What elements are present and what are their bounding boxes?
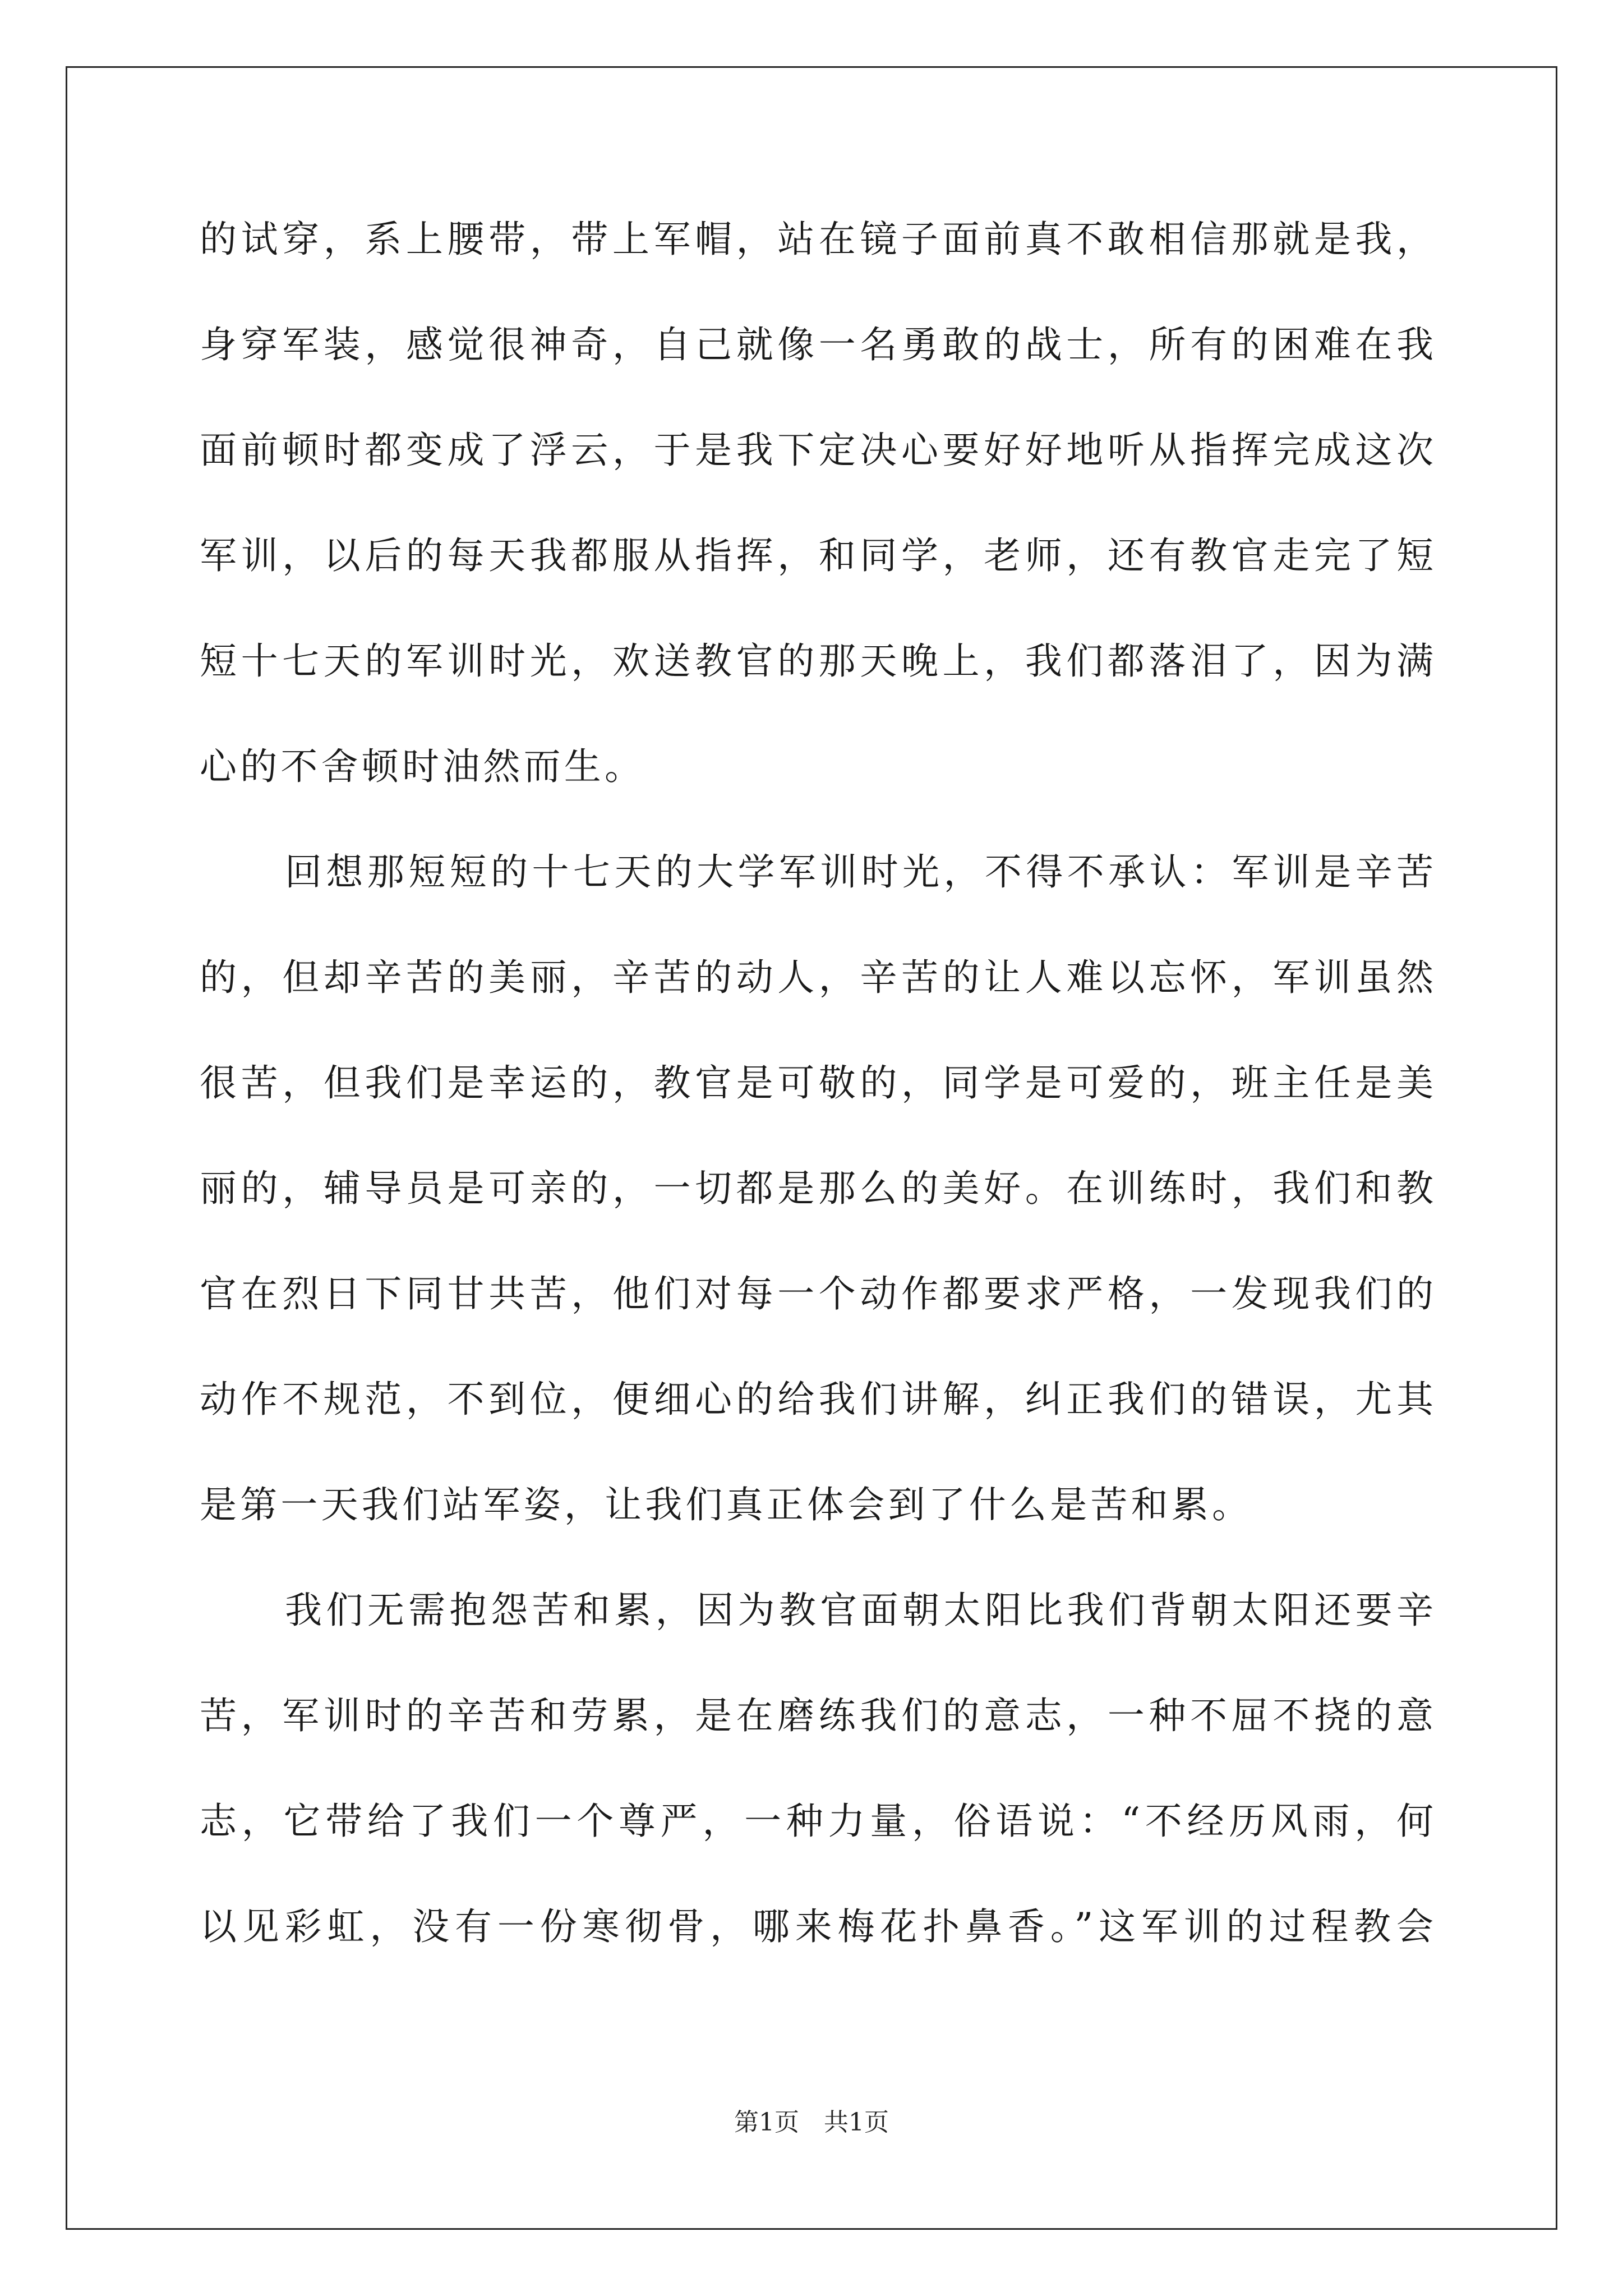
text-line: 丽的，辅导员是可亲的，一切都是那么的美好。在训练时，我们和教 xyxy=(200,1167,1433,1210)
text-line: 面前顿时都变成了浮云，于是我下定决心要好好地听从指挥完成这次 xyxy=(200,429,1433,472)
text-line: 回想那短短的十七天的大学军训时光，不得不承认：军训是辛苦 xyxy=(285,850,1433,894)
text-line: 以见彩虹，没有一份寒彻骨，哪来梅花扑鼻香。”这军训的过程教会 xyxy=(200,1905,1433,1948)
page-footer: 第1页 共1页 xyxy=(734,2108,889,2137)
text-line: 的，但却辛苦的美丽，辛苦的动人，辛苦的让人难以忘怀，军训虽然 xyxy=(200,956,1433,999)
body-text xyxy=(200,209,1433,2001)
text-line: 我们无需抱怨苦和累，因为教官面朝太阳比我们背朝太阳还要辛 xyxy=(285,1589,1433,1632)
text-line: 是第一天我们站军姿，让我们真正体会到了什么是苦和累。 xyxy=(200,1483,1253,1526)
text-line: 苦，军训时的辛苦和劳累，是在磨练我们的意志，一种不屈不挠的意 xyxy=(200,1694,1433,1737)
text-line: 短十七天的军训时光，欢送教官的那天晚上，我们都落泪了，因为满 xyxy=(200,639,1433,683)
text-line: 心的不舍顿时油然而生。 xyxy=(200,745,645,788)
text-line: 官在烈日下同甘共苦，他们对每一个动作都要求严格，一发现我们的 xyxy=(200,1272,1433,1315)
text-line: 身穿军装，感觉很神奇，自己就像一名勇敢的战士，所有的困难在我 xyxy=(200,323,1433,366)
text-line: 很苦，但我们是幸运的，教官是可敬的，同学是可爱的，班主任是美 xyxy=(200,1061,1433,1105)
text-line: 动作不规范，不到位，便细心的给我们讲解，纠正我们的错误，尤其 xyxy=(200,1378,1433,1421)
text-line: 志，它带给了我们一个尊严，一种力量，俗语说：“不经历风雨，何 xyxy=(200,1800,1433,1843)
text-line: 的试穿，系上腰带，带上军帽，站在镜子面前真不敢相信那就是我， xyxy=(200,218,1433,261)
text-line: 军训，以后的每天我都服从指挥，和同学，老师，还有教官走完了短 xyxy=(200,534,1433,577)
